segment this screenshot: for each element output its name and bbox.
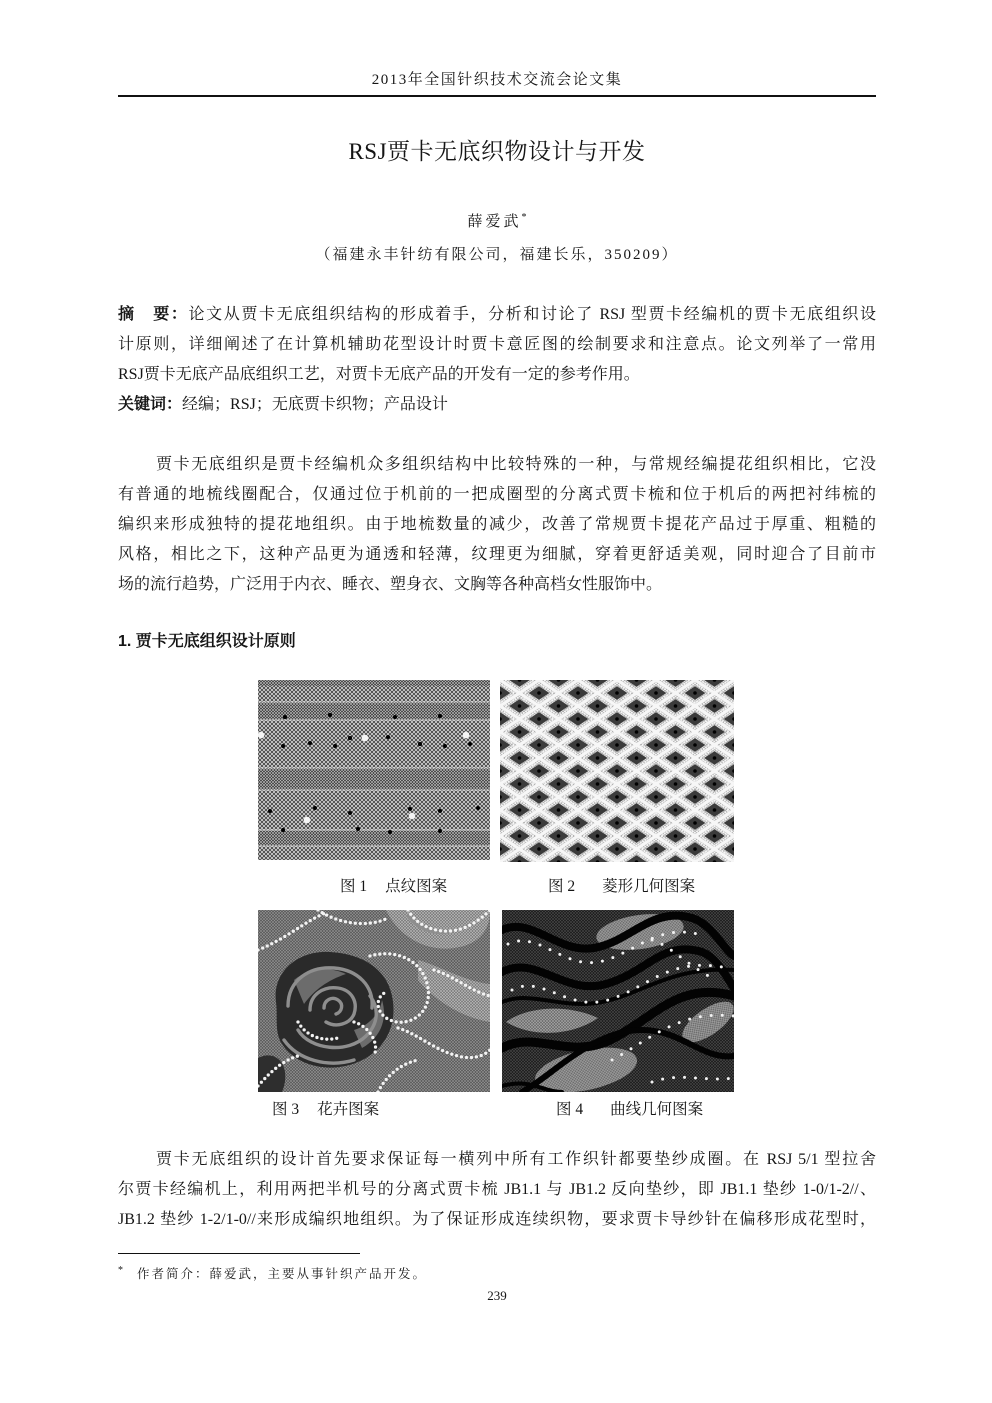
body-paragraph bbox=[118, 1145, 876, 1235]
footnote-text: 作者简介：薛爱武，主要从事针织产品开发。 bbox=[137, 1267, 428, 1281]
figure-3-caption bbox=[272, 1100, 379, 1120]
paragraph-line: JB1.2 垫纱 1-2/1-0//来形成编织地组织。为了保证形成连续织物，要求贾卡导纱针在偏移形成花型时， bbox=[118, 1211, 876, 1228]
figure-3-image bbox=[258, 910, 490, 1092]
figure-4-number: 图 4 bbox=[556, 1101, 584, 1118]
abstract-text: 论文从贾卡无底组织结构的形成着手，分析和讨论了 RSJ 型贾卡经编机的贾卡无底组织设 bbox=[188, 306, 876, 323]
figure-2-title: 菱形几何图案 bbox=[602, 878, 696, 895]
figure-1-title: 点纹图案 bbox=[385, 878, 448, 895]
keywords-line bbox=[118, 390, 876, 420]
figure-1-image bbox=[258, 680, 490, 860]
paragraph-line: 贾卡无底组织是贾卡经编机众多组织结构中比较特殊的一种，与常规经编提花组织相比，它没 bbox=[156, 456, 876, 473]
figure-3-number: 图 3 bbox=[272, 1101, 300, 1118]
figure-3-title: 花卉图案 bbox=[317, 1101, 380, 1118]
header-rule bbox=[118, 95, 876, 97]
paper-title: RSJ贾卡无底织物设计与开发 bbox=[348, 139, 646, 164]
figure-2-image bbox=[500, 680, 734, 862]
footnote bbox=[118, 1266, 427, 1284]
keywords-text: 经编；RSJ；无底贾卡织物；产品设计 bbox=[182, 396, 448, 413]
figure-1-number: 图 1 bbox=[340, 878, 368, 895]
author-footnote-mark: * bbox=[521, 212, 527, 223]
abstract-label: 摘 要： bbox=[118, 306, 189, 323]
paragraph-line: 贾卡无底组织的设计首先要求保证每一横列中所有工作织针都要垫纱成圈。在 RSJ 5/1 型拉舍 bbox=[156, 1151, 876, 1168]
abstract-line bbox=[118, 300, 876, 330]
figure-1-caption bbox=[340, 877, 447, 897]
author-line bbox=[118, 212, 876, 234]
figure-4-title: 曲线几何图案 bbox=[610, 1101, 704, 1118]
intro-paragraph bbox=[118, 450, 876, 600]
paragraph-line: 有普通的地梳线圈配合，仅通过位于机前的一把成圈型的分离式贾卡梳和位于机后的两把衬纬梳的 bbox=[118, 486, 876, 503]
paragraph-line: 场的流行趋势，广泛用于内衣、睡衣、塑身衣、文胸等各种高档女性服饰中。 bbox=[118, 576, 663, 593]
abstract-line: RSJ贾卡无底产品底组织工艺，对贾卡无底产品的开发有一定的参考作用。 bbox=[118, 366, 640, 383]
figure-1 bbox=[258, 680, 490, 860]
author-name: 薛爱武 bbox=[467, 214, 522, 230]
paragraph-line: 风格，相比之下，这种产品更为通透和轻薄，纹理更为细腻，穿着更舒适美观，同时迎合了目前市 bbox=[118, 546, 876, 563]
figure-4-caption bbox=[556, 1100, 703, 1120]
abstract-line: 计原则，详细阐述了在计算机辅助花型设计时贾卡意匠图的绘制要求和注意点。论文列举了一常用 bbox=[118, 336, 876, 353]
figure-2 bbox=[500, 680, 734, 862]
figure-4 bbox=[502, 910, 734, 1092]
abstract bbox=[118, 300, 876, 420]
affiliation: （福建永丰针纺有限公司，福建长乐，350209） bbox=[315, 247, 679, 263]
footnote-mark: * bbox=[118, 1265, 123, 1276]
page-number: 239 bbox=[487, 1288, 507, 1303]
keywords-label: 关键词： bbox=[118, 396, 183, 413]
figure-2-number: 图 2 bbox=[548, 878, 576, 895]
figure-4-image bbox=[502, 910, 734, 1092]
paragraph-line: 尔贾卡经编机上，利用两把半机号的分离式贾卡梳 JB1.1 与 JB1.2 反向垫纱，即 JB1.1 垫纱 1-0/1-2//、 bbox=[118, 1181, 876, 1198]
running-header: 2013年全国针织技术交流会论文集 bbox=[371, 72, 623, 88]
footnote-rule bbox=[118, 1253, 360, 1254]
figure-3 bbox=[258, 910, 490, 1092]
figure-2-caption bbox=[548, 877, 695, 897]
paragraph-line: 编织来形成独特的提花地组织。由于地梳数量的减少，改善了常规贾卡提花产品过于厚重、粗糙的 bbox=[118, 516, 876, 533]
section-heading: 1. 贾卡无底组织设计原则 bbox=[118, 633, 296, 650]
